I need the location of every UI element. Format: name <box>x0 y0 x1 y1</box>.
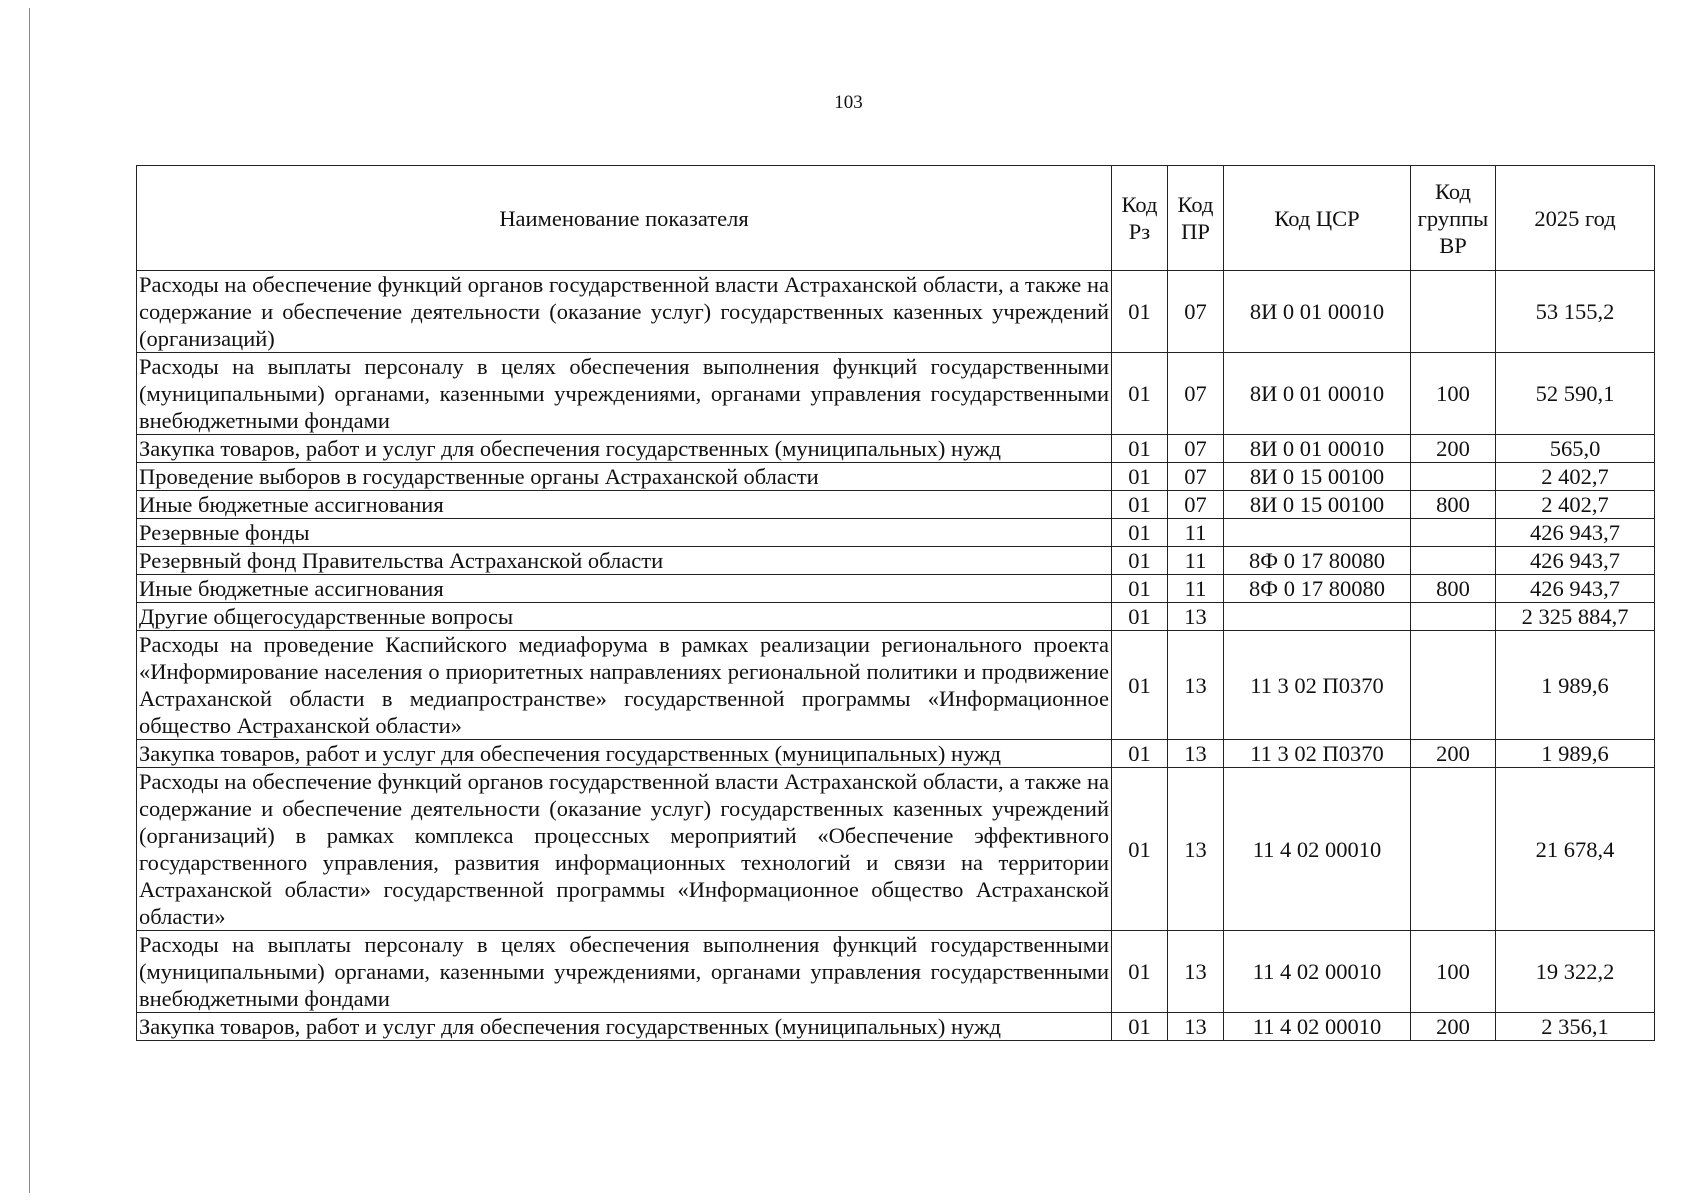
cell-pr: 11 <box>1168 575 1224 603</box>
cell-csr: 8И 0 15 00100 <box>1224 463 1411 491</box>
header-row <box>137 166 1655 271</box>
cell-csr <box>1224 603 1411 631</box>
cell-pr: 13 <box>1168 631 1224 740</box>
cell-name: Закупка товаров, работ и услуг для обеспечения государственных (муниципальных) нужд <box>137 740 1112 768</box>
header-pr: Код ПР <box>1168 166 1224 271</box>
cell-pr: 13 <box>1168 1013 1224 1041</box>
cell-name: Резервные фонды <box>137 519 1112 547</box>
cell-csr: 11 3 02 П0370 <box>1224 631 1411 740</box>
cell-rz: 01 <box>1112 519 1168 547</box>
cell-vr: 100 <box>1411 931 1496 1013</box>
cell-name: Другие общегосударственные вопросы <box>137 603 1112 631</box>
cell-amount: 1 989,6 <box>1496 740 1655 768</box>
cell-pr: 11 <box>1168 547 1224 575</box>
cell-vr: 200 <box>1411 1013 1496 1041</box>
table-row <box>137 271 1655 353</box>
cell-rz: 01 <box>1112 271 1168 353</box>
table-row <box>137 603 1655 631</box>
table-row <box>137 353 1655 435</box>
cell-amount: 565,0 <box>1496 435 1655 463</box>
cell-rz: 01 <box>1112 575 1168 603</box>
cell-amount: 2 402,7 <box>1496 463 1655 491</box>
table-row <box>137 768 1655 931</box>
cell-vr <box>1411 271 1496 353</box>
cell-vr: 200 <box>1411 435 1496 463</box>
cell-amount: 426 943,7 <box>1496 547 1655 575</box>
cell-csr: 8И 0 15 00100 <box>1224 491 1411 519</box>
cell-pr: 07 <box>1168 271 1224 353</box>
cell-rz: 01 <box>1112 931 1168 1013</box>
cell-name: Расходы на проведение Каспийского медиафорума в рамках реализации регионального проекта «Информирование населения о приоритетных направлениях региональной политики и продвижение Астраханской области в медиапространстве» государственной программы «Информационное общество Астраханской области» <box>137 631 1112 740</box>
cell-rz: 01 <box>1112 631 1168 740</box>
cell-name: Иные бюджетные ассигнования <box>137 575 1112 603</box>
cell-rz: 01 <box>1112 603 1168 631</box>
cell-amount: 52 590,1 <box>1496 353 1655 435</box>
cell-csr: 8И 0 01 00010 <box>1224 353 1411 435</box>
cell-vr: 800 <box>1411 491 1496 519</box>
table-body <box>137 271 1655 1041</box>
cell-vr: 800 <box>1411 575 1496 603</box>
cell-amount: 19 322,2 <box>1496 931 1655 1013</box>
cell-rz: 01 <box>1112 1013 1168 1041</box>
cell-vr <box>1411 547 1496 575</box>
table-row <box>137 435 1655 463</box>
header-year: 2025 год <box>1496 166 1655 271</box>
cell-csr: 11 3 02 П0370 <box>1224 740 1411 768</box>
table-header <box>137 166 1655 271</box>
binding-margin-line <box>29 8 30 1193</box>
cell-amount: 53 155,2 <box>1496 271 1655 353</box>
cell-csr: 8Ф 0 17 80080 <box>1224 575 1411 603</box>
cell-rz: 01 <box>1112 463 1168 491</box>
cell-csr: 11 4 02 00010 <box>1224 931 1411 1013</box>
cell-vr: 200 <box>1411 740 1496 768</box>
cell-vr <box>1411 519 1496 547</box>
cell-name: Расходы на обеспечение функций органов государственной власти Астраханской области, а также на содержание и обеспечение деятельности (оказание услуг) государственных казенных учреждений (организаций) <box>137 271 1112 353</box>
cell-amount: 1 989,6 <box>1496 631 1655 740</box>
cell-vr <box>1411 631 1496 740</box>
cell-name: Резервный фонд Правительства Астраханской области <box>137 547 1112 575</box>
header-csr: Код ЦСР <box>1224 166 1411 271</box>
cell-name: Закупка товаров, работ и услуг для обеспечения государственных (муниципальных) нужд <box>137 1013 1112 1041</box>
cell-rz: 01 <box>1112 740 1168 768</box>
cell-amount: 2 402,7 <box>1496 491 1655 519</box>
cell-rz: 01 <box>1112 353 1168 435</box>
cell-amount: 426 943,7 <box>1496 575 1655 603</box>
cell-name: Иные бюджетные ассигнования <box>137 491 1112 519</box>
cell-amount: 2 325 884,7 <box>1496 603 1655 631</box>
table-row <box>137 575 1655 603</box>
table-row <box>137 463 1655 491</box>
cell-csr: 8И 0 01 00010 <box>1224 435 1411 463</box>
header-vr: Код группы ВР <box>1411 166 1496 271</box>
header-name: Наименование показателя <box>137 166 1112 271</box>
cell-rz: 01 <box>1112 768 1168 931</box>
cell-pr: 11 <box>1168 519 1224 547</box>
cell-pr: 07 <box>1168 463 1224 491</box>
table-row <box>137 491 1655 519</box>
cell-csr: 11 4 02 00010 <box>1224 1013 1411 1041</box>
table-row <box>137 631 1655 740</box>
cell-pr: 13 <box>1168 768 1224 931</box>
cell-rz: 01 <box>1112 547 1168 575</box>
table-row <box>137 931 1655 1013</box>
cell-name: Проведение выборов в государственные органы Астраханской области <box>137 463 1112 491</box>
cell-pr: 07 <box>1168 353 1224 435</box>
page-number: 103 <box>834 92 863 113</box>
cell-vr <box>1411 463 1496 491</box>
table-row <box>137 519 1655 547</box>
cell-name: Закупка товаров, работ и услуг для обеспечения государственных (муниципальных) нужд <box>137 435 1112 463</box>
header-rz: Код Рз <box>1112 166 1168 271</box>
cell-pr: 07 <box>1168 435 1224 463</box>
budget-table <box>136 165 1655 1041</box>
cell-rz: 01 <box>1112 435 1168 463</box>
cell-pr: 13 <box>1168 740 1224 768</box>
cell-csr: 8Ф 0 17 80080 <box>1224 547 1411 575</box>
table-row <box>137 740 1655 768</box>
cell-amount: 21 678,4 <box>1496 768 1655 931</box>
cell-csr: 8И 0 01 00010 <box>1224 271 1411 353</box>
cell-rz: 01 <box>1112 491 1168 519</box>
cell-vr: 100 <box>1411 353 1496 435</box>
cell-pr: 13 <box>1168 931 1224 1013</box>
cell-vr <box>1411 603 1496 631</box>
cell-amount: 426 943,7 <box>1496 519 1655 547</box>
cell-name: Расходы на выплаты персоналу в целях обеспечения выполнения функций государственными (муниципальными) органами, казенными учреждениями, органами управления государственными внебюджетными фондами <box>137 931 1112 1013</box>
cell-csr <box>1224 519 1411 547</box>
cell-csr: 11 4 02 00010 <box>1224 768 1411 931</box>
cell-amount: 2 356,1 <box>1496 1013 1655 1041</box>
table-row <box>137 547 1655 575</box>
cell-pr: 07 <box>1168 491 1224 519</box>
cell-name: Расходы на выплаты персоналу в целях обеспечения выполнения функций государственными (муниципальными) органами, казенными учреждениями, органами управления государственными внебюджетными фондами <box>137 353 1112 435</box>
cell-vr <box>1411 768 1496 931</box>
table-row <box>137 1013 1655 1041</box>
cell-pr: 13 <box>1168 603 1224 631</box>
cell-name: Расходы на обеспечение функций органов государственной власти Астраханской области, а также на содержание и обеспечение деятельности (оказание услуг) государственных казенных учреждений (организаций) в рамках комплекса процессных мероприятий «Обеспечение эффективного государственного управления, развития информационных технологий и связи на территории Астраханской области» государственной программы «Информационное общество Астраханской области» <box>137 768 1112 931</box>
